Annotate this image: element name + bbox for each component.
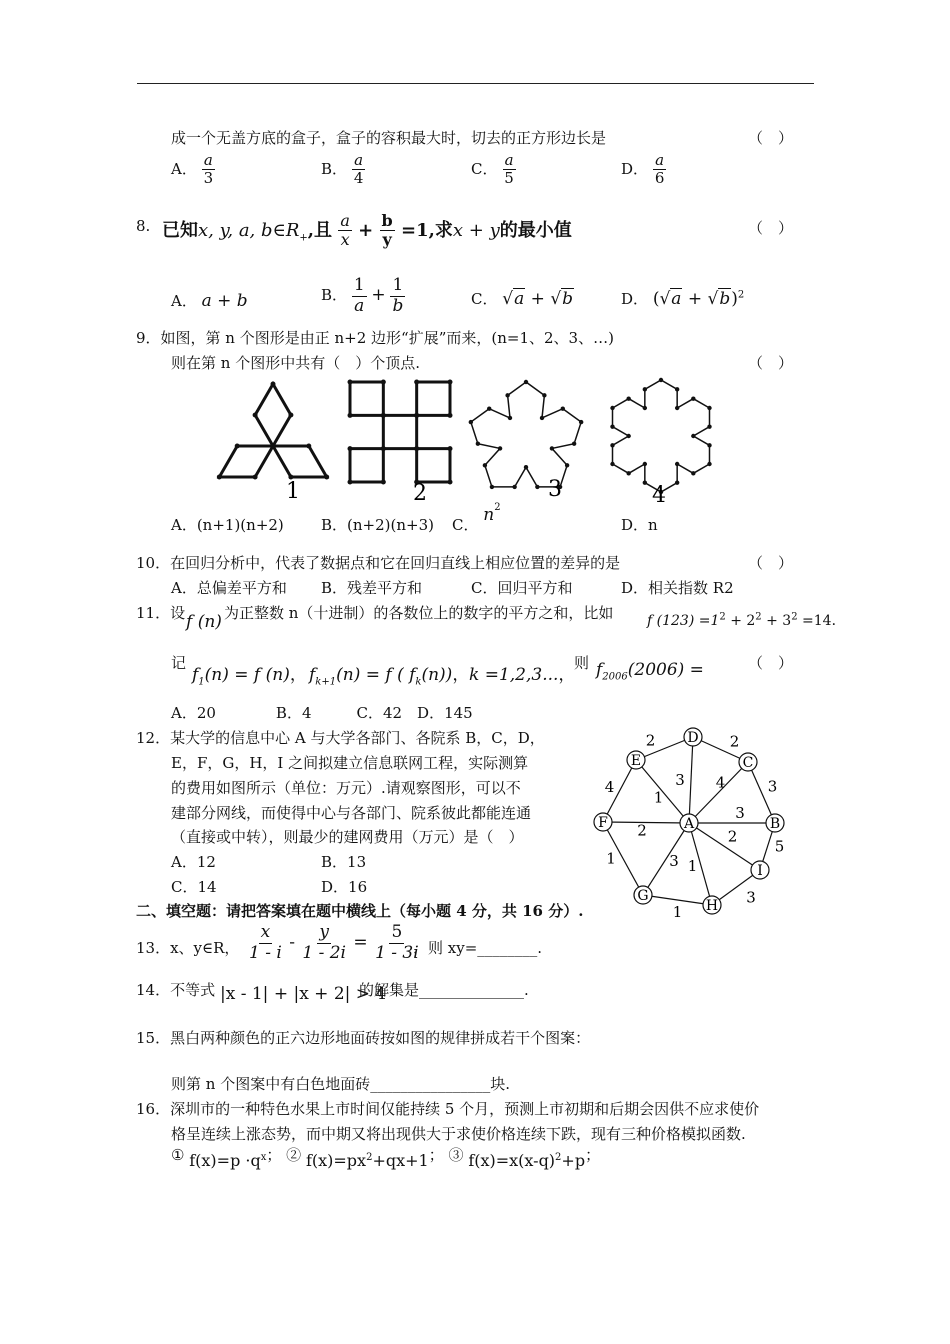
q9-line2: 则在第 n 个图形中共有（ ）个顶点. — [171, 354, 420, 372]
q7-stem: 成一个无盖方底的盒子，盒子的容积最大时，切去的正方形边长是 — [171, 129, 607, 147]
edge-weight-A-G: 3 — [669, 852, 679, 870]
q9-option-c[interactable]: C． $n^2$ — [452, 502, 501, 534]
q13-equation: $\frac{x}{1 - i}$ - $\frac{y}{1 - 2i}$ = $\frac{5}{1 - 3i}$ — [249, 922, 419, 963]
q12-option-d[interactable]: D．16 — [321, 878, 368, 896]
q8-stem: 已知x, y, a, $b\in R_+$,且 $\frac{a}{x}$ + $\frac{b}{y}$ =1,求x + y的最小值 — [162, 211, 572, 250]
q11-lead: 11．设 — [136, 604, 186, 622]
node-label-H: H — [705, 898, 719, 914]
edge-weight-A-E: 1 — [653, 788, 664, 807]
figure-label-1: 1 — [286, 479, 300, 504]
q16-line1: 16．深圳市的一种特色水果上市时间仅能持续 5 个月，预测上市初期和后期会因供不应求使价 — [136, 1100, 760, 1118]
q9-option-d[interactable]: D．n — [621, 516, 658, 534]
q11-def2: $f_{k+1}(n) = f$ ( $f_k(n)$)， — [309, 665, 470, 688]
q8-option-d[interactable]: D． $(√a + √b)^2$ — [621, 289, 745, 309]
q11-ze: 则 — [574, 654, 590, 672]
edge-weight-A-H: 1 — [687, 857, 698, 875]
q9-option-a[interactable]: A．(n+1)(n+2) — [171, 516, 284, 534]
q12-option-c[interactable]: C．14 — [171, 878, 217, 896]
q8-number: 8. — [136, 217, 151, 235]
edge-weight-F-E: 4 — [604, 778, 615, 796]
q8-paren: （ ） — [748, 219, 794, 237]
q12-line4: 建部分网线，而使得中心与各部门、院系彼此都能连通 — [171, 804, 532, 822]
edge-weight-I-H: 3 — [746, 888, 756, 907]
node-label-F: F — [598, 815, 608, 831]
q11-fn: f (n) — [186, 612, 222, 632]
figure-2-cross — [348, 380, 453, 485]
q7-option-c[interactable]: C． $\frac{a}{5}$ — [471, 151, 514, 188]
q8-option-c[interactable]: C． √a + √b — [471, 289, 574, 309]
node-label-I: I — [757, 863, 763, 879]
figure-1-hexagram — [217, 382, 329, 480]
figure-label-4: 4 — [652, 483, 666, 508]
q7-option-a[interactable]: A． $\frac{a}{3}$ — [171, 151, 214, 188]
q13-blank[interactable]: ，则 xy=________. — [413, 939, 543, 957]
edge-weight-A-D: 3 — [675, 771, 685, 789]
node-label-D: D — [687, 730, 699, 746]
q12-line5: （直接或中转），则最少的建网费用（万元）是（ ） — [171, 828, 524, 846]
edge-weight-D-C: 2 — [729, 732, 740, 751]
figure-3-snowflake — [469, 380, 584, 489]
q11-target: $f_{2006}(2006)$ = — [596, 660, 704, 683]
figure-label-3: 3 — [548, 477, 562, 502]
edge-weight-A-B: 3 — [735, 804, 745, 822]
edge-weight-A-F: 2 — [637, 821, 647, 840]
q10-paren: （ ） — [748, 554, 794, 572]
q9-paren: （ ） — [748, 354, 794, 372]
section-2-heading: 二、填空题：请把答案填在题中横线上（每小题 4 分，共 16 分）. — [136, 902, 584, 920]
q11-ji: 记 — [171, 654, 187, 672]
q9-line1: 9．如图，第 n 个图形是由正 n+2 边形“扩展”而来，(n=1、2、3、…) — [136, 329, 614, 347]
node-label-B: B — [769, 816, 781, 832]
edge-weight-A-I: 2 — [727, 827, 738, 846]
q12-line3: 的费用如图所示（单位：万元）.请观察图形，可以不 — [171, 779, 521, 797]
edge-A-D — [689, 737, 693, 823]
edge-weight-A-C: 4 — [715, 773, 726, 792]
edge-A-G — [643, 823, 689, 895]
q10-option-c[interactable]: C．回归平方和 — [471, 579, 573, 597]
q14-lead: 14．不等式 — [136, 981, 216, 999]
edge-weight-G-F: 1 — [606, 849, 616, 868]
node-label-E: E — [630, 753, 642, 769]
node-label-C: C — [742, 755, 754, 771]
edge-weight-H-G: 1 — [672, 903, 683, 921]
q12-line1: 12．某大学的信息中心 A 与大学各部门、各院系 B，C，D， — [136, 729, 545, 747]
node-label-A: A — [683, 816, 695, 832]
q8-option-a[interactable]: A． a + b — [171, 291, 248, 311]
q10-option-a[interactable]: A．总偏差平方和 — [171, 579, 287, 597]
q12-option-b[interactable]: B．13 — [321, 853, 367, 871]
header-rule — [137, 83, 814, 84]
q8-option-b[interactable]: B． $\frac{1}{a}$ + $\frac{1}{b}$ — [321, 275, 404, 316]
q12-line2: E，F，G，H，I 之间拟建立信息联网工程，实际测算 — [171, 754, 529, 772]
figure-4-snowflake — [610, 378, 711, 494]
q12-network-graph — [585, 715, 800, 925]
q14-inequality: |x - 1| + |x + 2| > 4 — [220, 984, 387, 1004]
q10-option-b[interactable]: B．残差平方和 — [321, 579, 423, 597]
edge-weight-C-B: 3 — [767, 777, 778, 796]
q11-options[interactable]: A．20 B．4 C．42 D．145 — [171, 704, 473, 722]
q13-lead: 13．x、y∈R， — [136, 939, 240, 957]
q9-figures — [200, 370, 740, 510]
q11-paren: （ ） — [748, 654, 794, 672]
q15-line1: 15．黑白两种颜色的正六边形地面砖按如图的规律拼成若干个图案： — [136, 1029, 591, 1047]
q7-paren: （ ） — [748, 129, 794, 147]
q11-def1: $f_1(n) = f$ (n)， — [192, 665, 307, 688]
q11-desc: 为正整数 n（十进制）的各数位上的数字的平方之和，比如 — [224, 604, 614, 622]
edge-weight-D-E: 2 — [645, 731, 656, 750]
q11-k-values: k =1,2,3...， — [469, 665, 576, 685]
q10-option-d[interactable]: D．相关指数 R2 — [621, 579, 734, 597]
figure-label-2: 2 — [413, 481, 427, 506]
q10-stem: 10．在回归分析中，代表了数据点和它在回归直线上相应位置的差异的是 — [136, 554, 621, 572]
q16-models: ① $f(x)=p \cdot q^x$； ② $f(x)=px^2+qx+1$； ③ $f(x)=x(x-q)^2+p$； — [171, 1146, 601, 1170]
edge-weight-B-I: 5 — [774, 837, 785, 856]
q14-blank[interactable]: 的解集是______________. — [359, 981, 529, 999]
q7-option-d[interactable]: D． $\frac{a}{6}$ — [621, 151, 665, 188]
q7-option-b[interactable]: B． $\frac{a}{4}$ — [321, 151, 364, 188]
q11-example: f $(123) =1^2 + 2^2 + 3^2 =14$． — [647, 611, 846, 629]
q15-line2[interactable]: 则第 n 个图案中有白色地面砖________________块. — [171, 1075, 510, 1093]
q16-line2: 格呈连续上涨态势，而中期又将出现供大于求使价格连续下跌，现有三种价格模拟函数. — [171, 1125, 746, 1143]
q12-option-a[interactable]: A．12 — [171, 853, 216, 871]
q9-option-b[interactable]: B．(n+2)(n+3) — [321, 516, 434, 534]
node-label-G: G — [637, 888, 649, 904]
